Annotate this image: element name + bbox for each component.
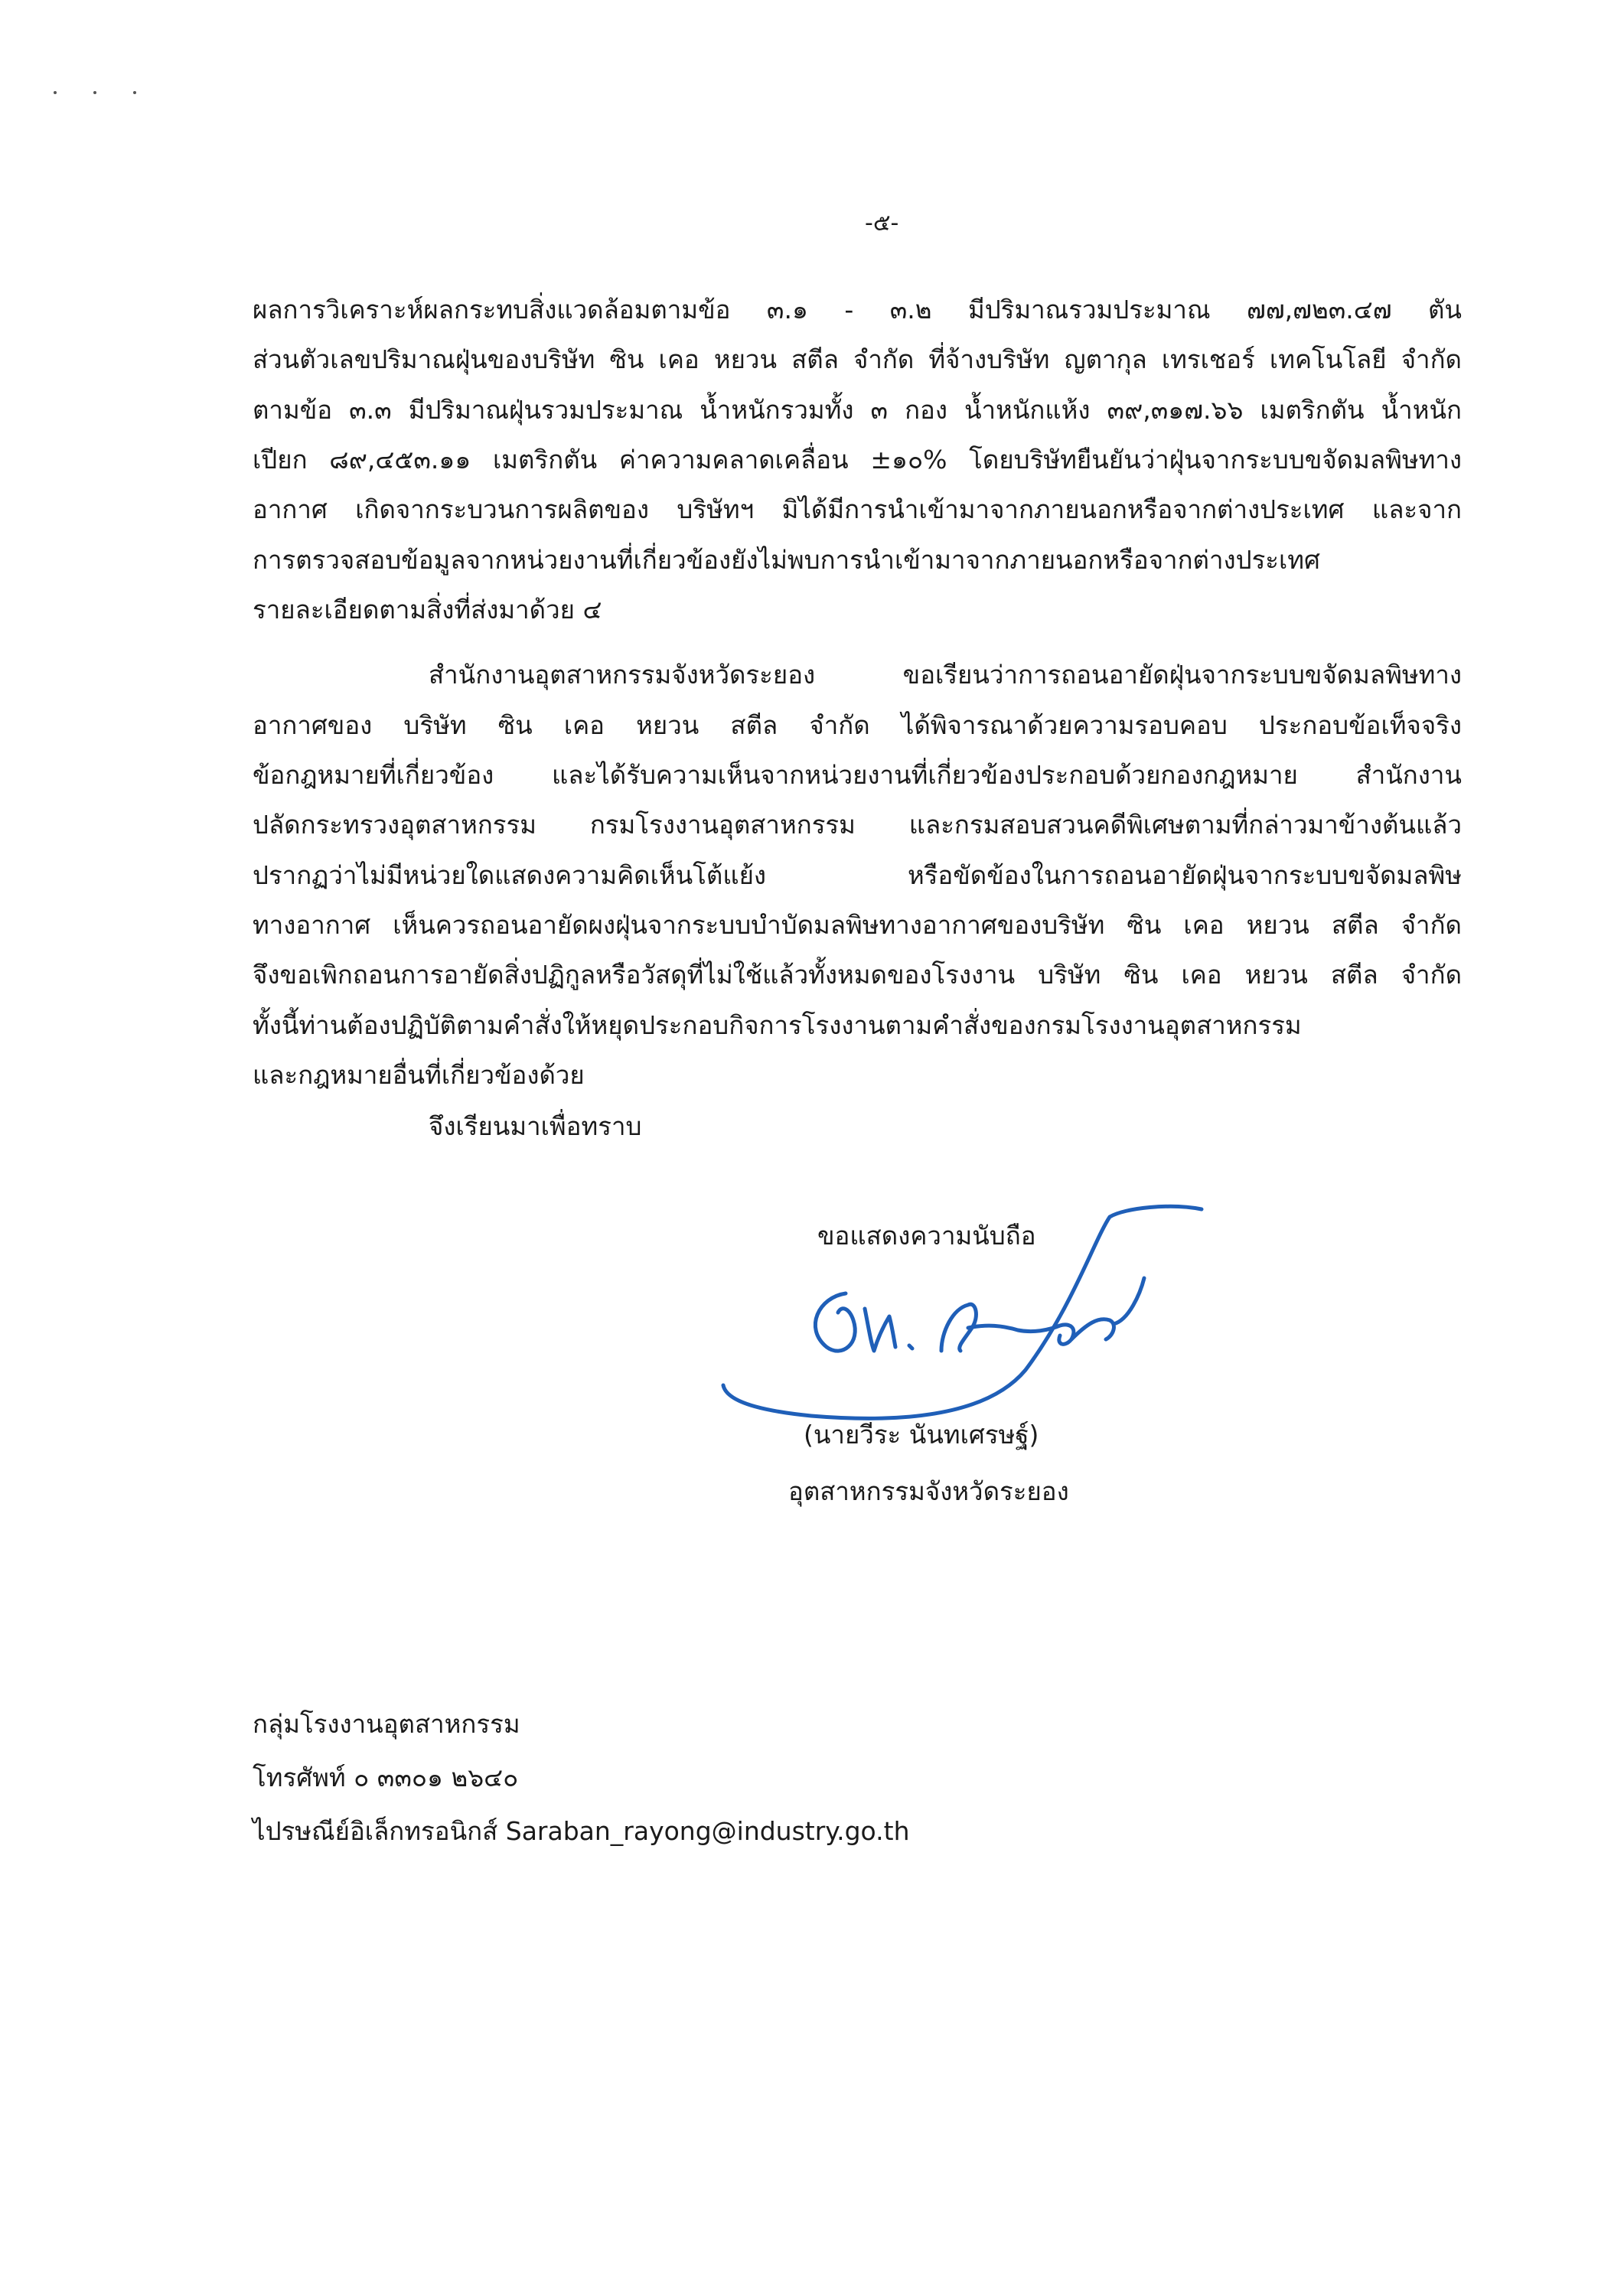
paragraph-1-line: รายละเอียดตามสิ่งที่ส่งมาด้วย ๔: [253, 595, 602, 625]
paragraph-1-line: ส่วนตัวเลขปริมาณฝุ่นของบริษัท ซิน เคอ หยวน สตีล จำกัด ที่จ้างบริษัท ญตากุล เทรเชอร์ เทคโนโลยี จำกัด: [253, 344, 1462, 374]
paragraph-1-line: เปียก ๘๙,๔๕๓.๑๑ เมตริกตัน ค่าความคลาดเคลื่อน ±๑๐% โดยบริษัทยืนยันว่าฝุ่นจากระบบขจัดมลพิษทาง: [253, 445, 1462, 475]
footer-department: กลุ่มโรงงานอุตสาหกรรม: [253, 1709, 520, 1739]
paragraph-1-line: ผลการวิเคราะห์ผลกระทบสิ่งแวดล้อมตามข้อ ๓.๑ - ๓.๒ มีปริมาณรวมประมาณ ๗๗,๗๒๓.๔๗ ตัน: [253, 295, 1462, 325]
paragraph-2-line: สำนักงานอุตสาหกรรมจังหวัดระยอง ขอเรียนว่าการถอนอายัดฝุ่นจากระบบขจัดมลพิษทาง: [429, 660, 1462, 690]
paragraph-2-line: จึงขอเพิกถอนการอายัดสิ่งปฏิกูลหรือวัสดุที่ไม่ใช้แล้วทั้งหมดของโรงงาน บริษัท ซิน เคอ หยวน สตีล จำกัด: [253, 960, 1462, 990]
signer-name: (นายวีระ นันทเศรษฐ์): [804, 1420, 1039, 1450]
paragraph-2-line: ทั้งนี้ท่านต้องปฏิบัติตามคำสั่งให้หยุดประกอบกิจการโรงงานตามคำสั่งของกรมโรงงานอุตสาหกรรม: [253, 1010, 1302, 1040]
signer-title: อุตสาหกรรมจังหวัดระยอง: [788, 1476, 1069, 1506]
paragraph-2-line: ข้อกฎหมายที่เกี่ยวข้อง และได้รับความเห็นจากหน่วยงานที่เกี่ยวข้องประกอบด้วยกองกฎหมาย สำนักงาน: [253, 760, 1462, 790]
salutation: ขอแสดงความนับถือ: [817, 1221, 1036, 1251]
closing-line: จึงเรียนมาเพื่อทราบ: [429, 1111, 642, 1141]
paragraph-1-line: การตรวจสอบข้อมูลจากหน่วยงานที่เกี่ยวข้องยังไม่พบการนำเข้ามาจากภายนอกหรือจากต่างประเทศ: [253, 545, 1321, 575]
footer-email: ไปรษณีย์อิเล็กทรอนิกส์ Saraban_rayong@industry.go.th: [253, 1816, 910, 1846]
paragraph-2-line: และกฎหมายอื่นที่เกี่ยวข้องด้วย: [253, 1060, 585, 1090]
paragraph-2-line: ปรากฏว่าไม่มีหน่วยใดแสดงความคิดเห็นโต้แย้ง หรือขัดข้องในการถอนอายัดฝุ่นจากระบบขจัดมลพิษ: [253, 860, 1462, 890]
paragraph-2-line: ปลัดกระทรวงอุตสาหกรรม กรมโรงงานอุตสาหกรรม และกรมสอบสวนคดีพิเศษตามที่กล่าวมาข้างต้นแล้ว: [253, 810, 1462, 840]
paragraph-2-line: อากาศของ บริษัท ซิน เคอ หยวน สตีล จำกัด ได้พิจารณาด้วยความรอบคอบ ประกอบข้อเท็จจริง: [253, 710, 1462, 740]
paragraph-1-line: ตามข้อ ๓.๓ มีปริมาณฝุ่นรวมประมาณ น้ำหนักรวมทั้ง ๓ กอง น้ำหนักแห้ง ๓๙,๓๑๗.๖๖ เมตริกตัน น้ำหนัก: [253, 395, 1462, 425]
footer-phone: โทรศัพท์ ๐ ๓๓๐๑ ๒๖๔๐: [253, 1763, 519, 1792]
handwritten-signature: [712, 1194, 1217, 1439]
paragraph-1-line: อากาศ เกิดจากระบวนการผลิตของ บริษัทฯ มิได้มีการนำเข้ามาจากภายนอกหรือจากต่างประเทศ และจาก: [253, 494, 1462, 524]
scan-artifact: [54, 83, 173, 97]
page-number: -๕-: [865, 210, 899, 236]
paragraph-2-line: ทางอากาศ เห็นควรถอนอายัดผงฝุ่นจากระบบบำบัดมลพิษทางอากาศของบริษัท ซิน เคอ หยวน สตีล จำกัด: [253, 910, 1462, 940]
